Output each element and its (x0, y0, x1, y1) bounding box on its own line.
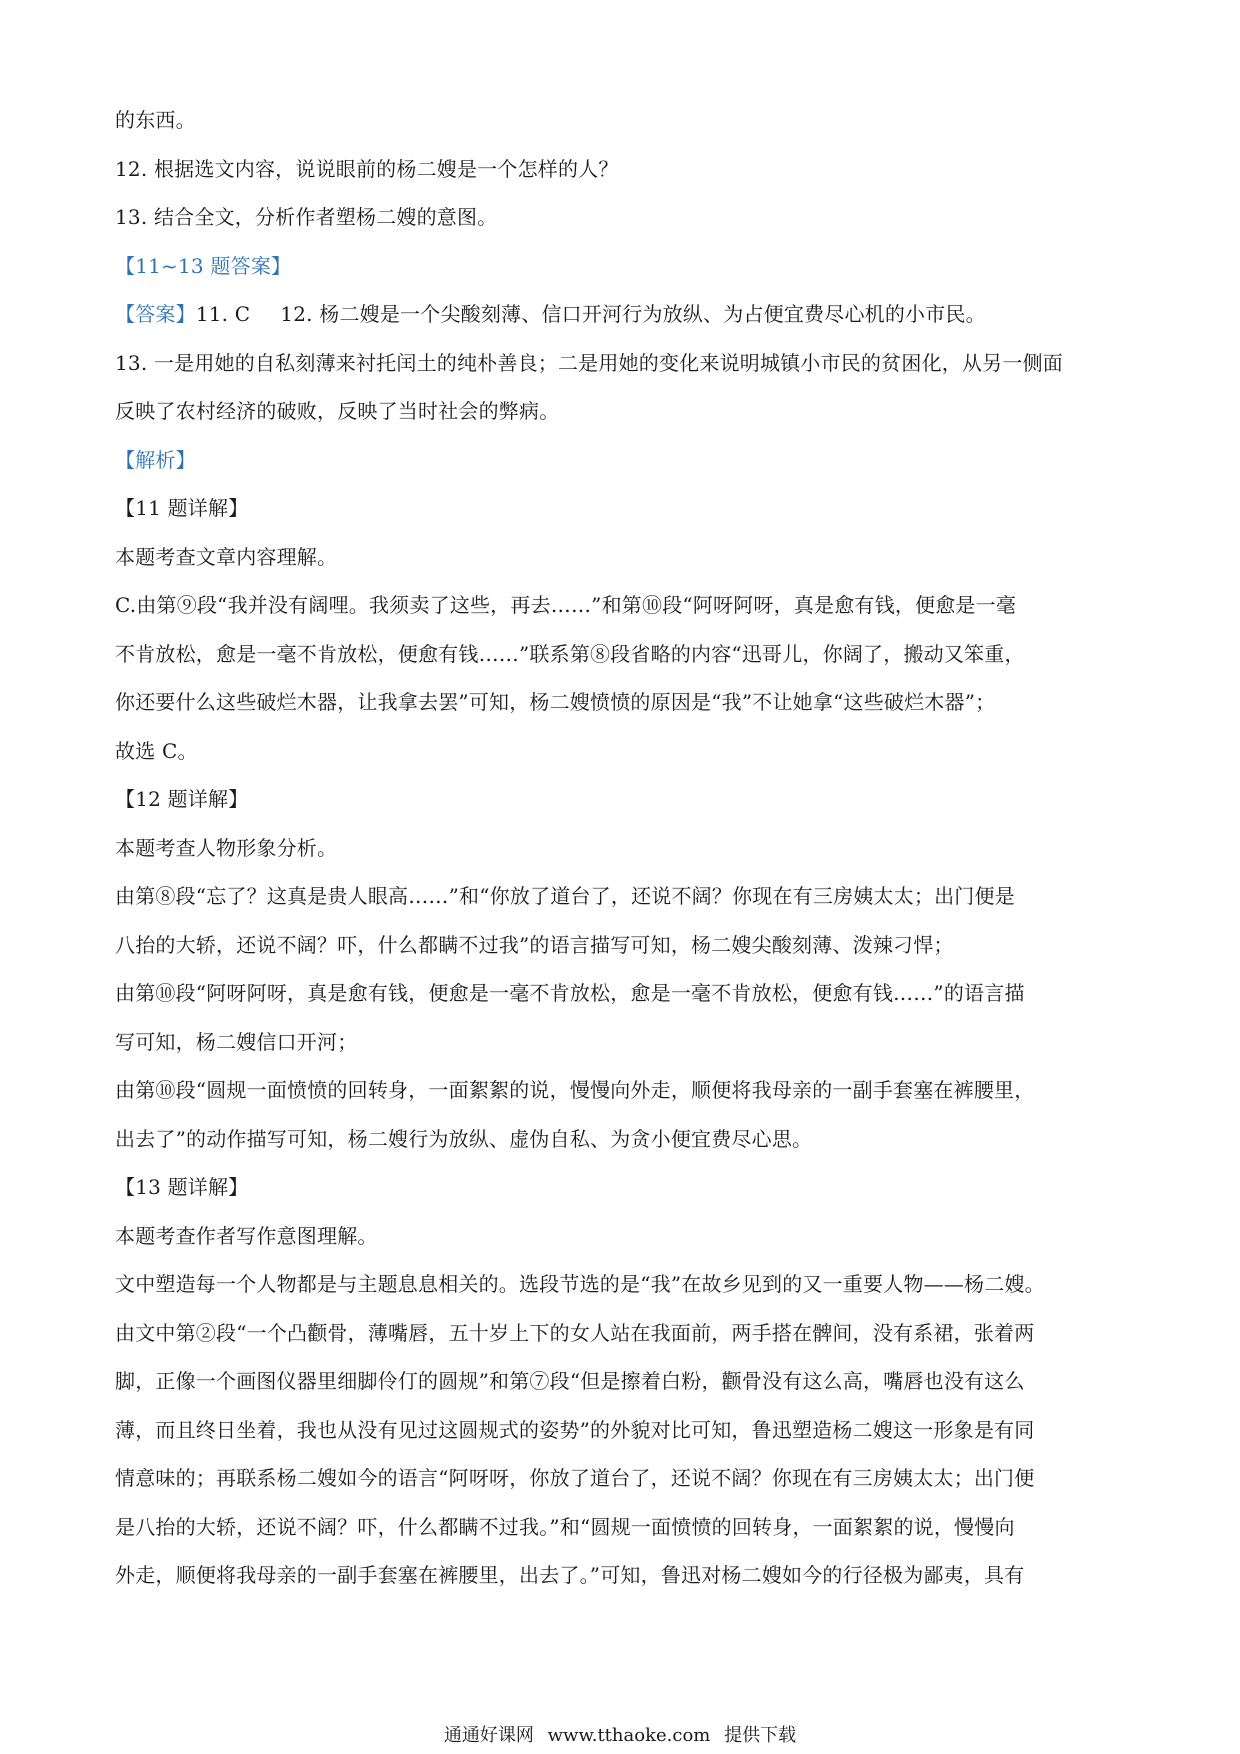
answer-label: 【答案】 (115, 302, 196, 326)
text-line: 本题考查人物形象分析。 (115, 835, 338, 860)
document-body (115, 96, 1135, 1600)
section-heading-11: 【11 题详解】 (115, 496, 249, 520)
text-line: 本题考查文章内容理解。 (115, 544, 338, 569)
text-line: 的东西。 (115, 108, 196, 132)
answer-line (115, 290, 1135, 339)
text-line: 由第⑩段“圆规一面愤愤的回转身，一面絮絮的说，慢慢向外走，顺便将我母亲的一副手套塞在裤腰里， (115, 1078, 1035, 1102)
text-line: C.由第⑨段“我并没有阔哩。我须卖了这些，再去……”和第⑩段“阿呀阿呀，真是愈有钱，便愈是一毫 (115, 593, 1017, 617)
text-line: 由第⑩段“阿呀阿呀，真是愈有钱，便愈是一毫不肯放松，愈是一毫不肯放松，便愈有钱……”的语言描 (115, 981, 1025, 1005)
question-12: 12. 根据选文内容，说说眼前的杨二嫂是一个怎样的人？ (115, 156, 619, 181)
question-13: 13. 结合全文，分析作者塑杨二嫂的意图。 (115, 205, 498, 229)
text-line: 不肯放松，愈是一毫不肯放松，便愈有钱……”联系第⑧段省略的内容“迅哥儿，你阔了，搬动又笨重， (115, 641, 1025, 666)
footer-url[interactable]: www.tthaoke.com (547, 1725, 711, 1746)
text-line: 反映了农村经济的破败，反映了当时社会的弊病。 (115, 399, 560, 423)
section-heading-13: 【13 题详解】 (115, 1175, 249, 1199)
text-line: 外走，顺便将我母亲的一副手套塞在裤腰里，出去了。”可知，鲁迅对杨二嫂如今的行径极为鄙夷，具有 (115, 1563, 1025, 1587)
text-line: 文中塑造每一个人物都是与主题息息相关的。选段节选的是“我”在故乡见到的又一重要人物——杨二嫂。 (115, 1272, 1045, 1296)
text-line: 是八抬的大轿，还说不阔？吓，什么都瞒不过我。”和“圆规一面愤愤的回转身，一面絮絮的说，慢慢向 (115, 1514, 1015, 1539)
footer-note: 提供下载 (724, 1725, 797, 1746)
text-line: 写可知，杨二嫂信口开河； (115, 1029, 358, 1054)
text-line: 薄，而且终日坐着，我也从没有见过这圆规式的姿势”的外貌对比可知，鲁迅塑造杨二嫂这一形象是有同 (115, 1417, 1035, 1442)
text-line: 由文中第②段“一个凸颧骨，薄嘴唇，五十岁上下的女人站在我面前，两手搭在髀间，没有系裙，张着两 (115, 1320, 1035, 1345)
text-line: 故选 C。 (115, 738, 198, 763)
page-footer (0, 1724, 1240, 1748)
answer-13: 13. 一是用她的自私刻薄来衬托闰土的纯朴善良；二是用她的变化来说明城镇小市民的贫困化，从另一侧面 (115, 350, 1063, 375)
answers-heading: 【11~13 题答案】 (115, 253, 292, 278)
text-line: 出去了”的动作描写可知，杨二嫂行为放纵、虚伪自私、为贪小便宜费尽心思。 (115, 1126, 813, 1151)
text-line: 本题考查作者写作意图理解。 (115, 1223, 378, 1248)
footer-site-name: 通通好课网 (443, 1725, 534, 1746)
analysis-heading: 【解析】 (115, 447, 196, 472)
answer-12: 12. 杨二嫂是一个尖酸刻薄、信口开河行为放纵、为占便宜费尽心机的小市民。 (280, 302, 986, 326)
answer-11: 11. C (195, 302, 251, 326)
text-line: 由第⑧段“忘了？这真是贵人眼高……”和“你放了道台了，还说不阔？你现在有三房姨太太；出门便是 (115, 884, 1015, 908)
text-line: 八抬的大轿，还说不阔？吓，什么都瞒不过我”的语言描写可知，杨二嫂尖酸刻薄、泼辣刁悍； (115, 932, 954, 957)
section-heading-12: 【12 题详解】 (115, 787, 249, 811)
text-line: 脚，正像一个画图仪器里细脚伶仃的圆规”和第⑦段“但是擦着白粉，颧骨没有这么高，嘴唇也没有这么 (115, 1369, 1025, 1393)
text-line: 你还要什么这些破烂木器，让我拿去罢”可知，杨二嫂愤愤的原因是“我”不让她拿“这些破烂木器”； (115, 690, 996, 714)
text-line: 情意味的；再联系杨二嫂如今的语言“阿呀呀，你放了道台了，还说不阔？你现在有三房姨太太；出门便 (115, 1466, 1035, 1490)
